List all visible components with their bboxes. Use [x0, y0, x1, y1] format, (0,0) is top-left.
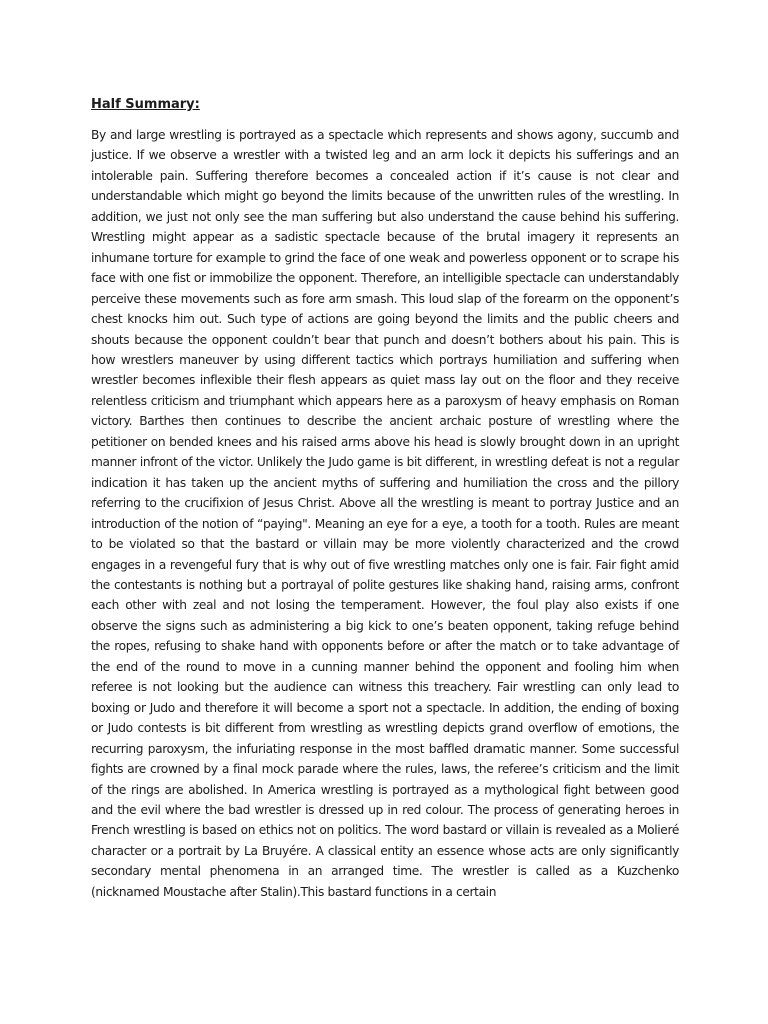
body-paragraph: By and large wrestling is portrayed as a spectacle which represents and shows agony, succumb and justice. If we observe a wrestler with a twisted leg and an arm lock it depicts his sufferings and an intolerable pain. Suffering therefore becomes a concealed action if it’s cause is not clear and understandable which might go beyond the limits because of the unwritten rules of the wrestling. In addition, we just not only see the man suffering but also understand the cause behind his suffering. Wrestling might appear as a sadistic spectacle because of the brutal imagery it represents an inhumane torture for example to grind the face of one weak and powerless opponent or to scrape his face with one fist or immobilize the opponent. Therefore, an intelligible spectacle can understandably perceive these movements such as fore arm smash. This loud slap of the forearm on the opponent’s chest knocks him out. Such type of actions are going beyond the limits and the public cheers and shouts because the opponent couldn’t bear that punch and doesn’t bothers about his pain. This is how wrestlers maneuver by using different tactics which portrays humiliation and suffering when wrestler becomes inflexible their flesh appears as quiet mass lay out on the floor and they receive relentless criticism and triumphant which appears here as a paroxysm of heavy emphasis on Roman victory. Barthes then continues to describe the ancient archaic posture of wrestling where the petitioner on bended knees and his raised arms above his head is slowly brought down in an upright manner infront of the victor. Unlikely the Judo game is bit different, in wrestling defeat is not a regular indication it has taken up the ancient myths of suffering and humiliation the cross and the pillory referring to the crucifixion of Jesus Christ. Above all the wrestling is meant to portray Justice and an introduction of the notion of “paying". Meaning an eye for a eye, a tooth for a tooth. Rules are meant to be violated so that the bastard or villain may be more violently characterized and the crowd engages in a revengeful fury that is why out of five wrestling matches only one is fair. Fair fight amid the contestants is nothing but a portrayal of polite gestures like shaking hand, raising arms, confront each other with zeal and not losing the temperament. However, the foul play also exists if one observe the signs such as administering a big kick to one’s beaten opponent, taking refuge behind the ropes, refusing to shake hand with opponents before or after the match or to take advantage of the end of the round to move in a cunning manner behind the opponent and fooling him when referee is not looking but the audience can witness this treachery. Fair wrestling can only lead to boxing or Judo and therefore it will become a sport not a spectacle. In addition, the ending of boxing or Judo contests is bit different from wrestling as wrestling depicts grand overflow of emotions, the recurring paroxysm, the infuriating response in the most baffled dramatic manner. Some successful fights are crowned by a final mock parade where the rules, laws, the referee’s criticism and the limit of the rings are abolished. In America wrestling is portrayed as a mythological fight between good and the evil where the bad wrestler is dressed up in red colour. The process of generating heroes in French wrestling is based on ethics not on politics. The word bastard or villain is revealed as a Molieré character or a portrait by La Bruyére. A classical entity an essence whose acts are only significantly secondary mental phenomena in an arranged time. The wrestler is called as a Kuzchenko (nicknamed Moustache after Stalin).This bastard functions in a certain: [91, 128, 679, 899]
section-heading: Half Summary:: [91, 97, 200, 112]
document-content: [91, 96, 679, 902]
